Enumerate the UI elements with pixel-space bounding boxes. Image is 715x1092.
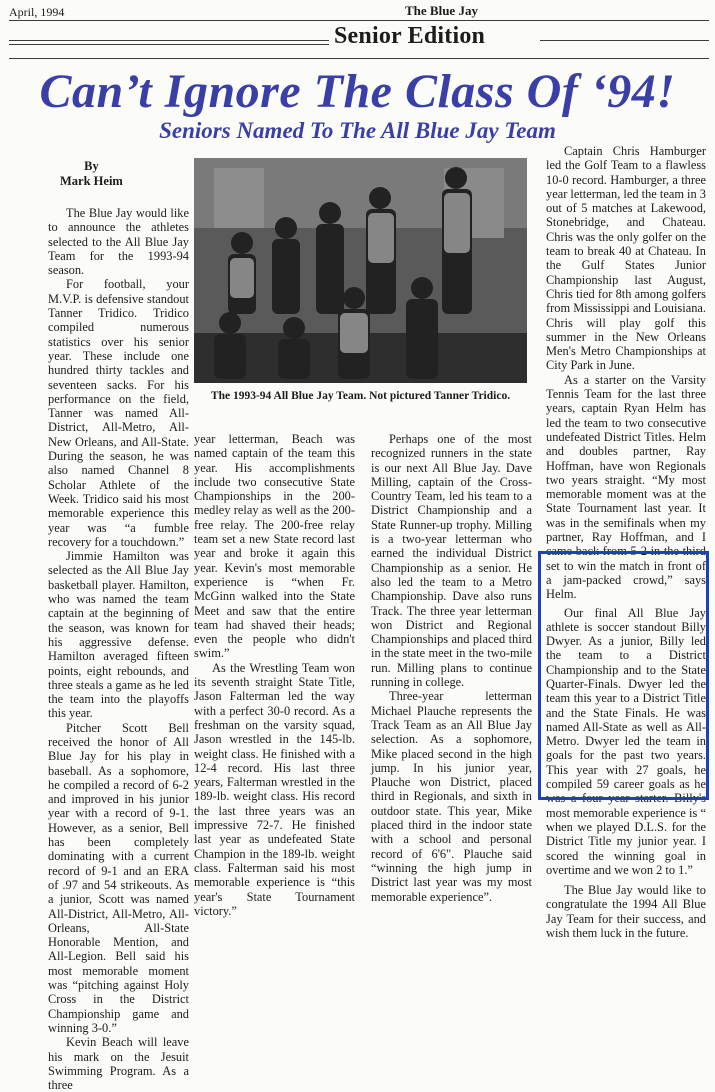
- paragraph: Jimmie Hamilton was selected as the All Blue Jay basketball player. Hamilton, who was named the team captain at the beginning of the season, was known for his aggressive defense. Hamilton averaged fifteen points, eight rebounds, and three steals a game as he led the team into the playoffs this year.: [48, 549, 189, 721]
- byline-author: Mark Heim: [60, 174, 123, 188]
- paragraph: For football, your M.V.P. is defensive standout Tanner Tridico. Tridico compiled numerous statistics over his senior year. These include one hundred thirty tackles and seventeen sacks. For his performance on the field, Tanner was named All-District, All-Metro, All-New Orleans, and All-State. During the season, he was also named Channel 8 Scholar Athlete of the Week. Tridico said his most memorable experience this year was “a fumble recovery for a touchdown.”: [48, 277, 189, 549]
- publication-name: The Blue Jay: [405, 3, 478, 18]
- paragraph: Captain Chris Hamburger led the Golf Team to a flawless 10-0 record. Hamburger, a three year letterman, led the team in 3 out of 5 matches at Lakewood, Stonebridge, and Chateau. Chris was the only golfer on the team to break 40 at Chateau. In the Gulf States Junior Championship last August, Chris tied for 8th among golfers from Mississippi and Louisiana. Chris will play golf this summer in the New Orleans Men's Metro Championships at City Park in June.: [546, 144, 706, 373]
- edition-rule-right: [540, 40, 709, 41]
- section-rule: [9, 58, 709, 59]
- paragraph: Perhaps one of the most recognized runners in the state is our next All Blue Jay. Dave Milling, captain of the Cross-Country Team, led his team to a District Championship and a State Runner-up trophy. Milling is a two-year letterman who earned the individual District Championship as a senior. He also led the team to a Metro Championship. Dave also runs Track. The three year letterman won District and Regional Championships and placed third in the state meet in the two-mile run. Milling plans to continue running in college.: [371, 432, 532, 690]
- photo-caption: The 1993-94 All Blue Jay Team. Not pictured Tanner Tridico.: [210, 390, 511, 402]
- byline: [60, 159, 123, 189]
- highlighted-paragraph: Our final All Blue Jay athlete is soccer standout Billy Dwyer. As a junior, Billy led the team to a District Championship and to the State Quarter-Finals. Dwyer led the team this year to a District Title and the State Finals. He was named All-State as well as All-Metro. Dwyer led the team in goals for the past two years. This year with 27 goals, he compiled 59 career goals as he was a four year starter. Billy's most memorable experience is “ when we played D.L.S. for the District Title my junior year. I scored the winning goal in overtime and we won 2 to 1.”: [546, 605, 706, 877]
- byline-by: By: [84, 159, 99, 173]
- highlight-box: [538, 551, 709, 800]
- paragraph: year letterman, Beach was named captain of the team this year. His accomplishments include two consecutive State Championships in the 200-medley relay as well as the 200-free relay. The 200-free relay team set a new State record last year and broke it again this year. Kevin's most memorable experience is “when Fr. McGinn walked into the State Meet and saw that the entire team had shaved their heads; even the people who didn't swim.”: [194, 432, 355, 661]
- paragraph: The Blue Jay would like to announce the athletes selected to the All Blue Jay Team for the 1993-94 season.: [48, 206, 189, 278]
- team-photo: [194, 158, 527, 383]
- top-rule: [9, 20, 709, 21]
- paragraph: As the Wrestling Team won its seventh straight State Title, Jason Falterman led the way with a perfect 30-0 record. As a freshman on the varsity squad, Jason wrestled in the 145-lb. weight class. He finished with a 12-4 record. His last three years, Falterman wrestled in the 189-lb. weight class. His record the last three years was an impressive 72-7. He finished last year as undefeated State Champion in the 189-lb. weight class. Falterman said his most memorable experience is “this year's State Tournament victory.”: [194, 660, 355, 918]
- column-1: [48, 206, 189, 1092]
- section-title: Senior Edition: [334, 23, 486, 49]
- paragraph: The Blue Jay would like to congratulate the 1994 All Blue Jay Team for their success, and wish them luck in the future.: [546, 883, 706, 941]
- edition-rule-left: [9, 40, 329, 41]
- paragraph: Kevin Beach will leave his mark on the Jesuit Swimming Program. As a three: [48, 1035, 189, 1092]
- column-2: [194, 432, 355, 918]
- column-3: [371, 432, 532, 904]
- paragraph: Three-year letterman Michael Plauche represents the Track Team as an All Blue Jay selection. As a sophomore, Mike placed second in the high jump. In his junior year, Plauche won District, placed third in Regionals, and sixth in outdoor state. This year, Mike placed third in the indoor state with a school and personal record of 6'6". Plauche said “winning the high jump in District last year was my most memorable experience”.: [371, 689, 532, 904]
- paragraph: Pitcher Scott Bell received the honor of All Blue Jay for his play in baseball. As a sophomore, he compiled a record of 6-2 and improved in his junior year with a record of 9-1. However, as a senior, Bell has been completely dominating with a current record of 9-1 and an ERA of .97 and 54 strikeouts. As a junior, Scott was named All-District, All-Metro, All-Orleans, All-State Honorable Mention, and All-Legion. Bell said his most memorable moment was “pitching against Holy Cross in the District Championship game and winning 3-0.”: [48, 720, 189, 1035]
- article-subheadline: Seniors Named To The All Blue Jay Team: [159, 118, 556, 143]
- paragraph: As a starter on the Varsity Tennis Team for the last three years, captain Ryan Helm has led the team to two consecutive undefeated District Titles. Helm and doubles partner, Ray Hoffman, have won Regionals two years straight. “My most memorable moment was at the State Tournament last year. It was in the semifinals when my partner, Ray Hoffman, and I came back from 5-2 in the third set to win the match in front of a jam-packed crowd,” says Helm.: [546, 372, 706, 602]
- team-photo-illustration: [194, 158, 527, 383]
- article-headline: Can’t Ignore The Class Of ‘94!: [39, 65, 676, 118]
- edition-rule-left-2: [9, 44, 329, 45]
- issue-date: April, 1994: [9, 5, 65, 19]
